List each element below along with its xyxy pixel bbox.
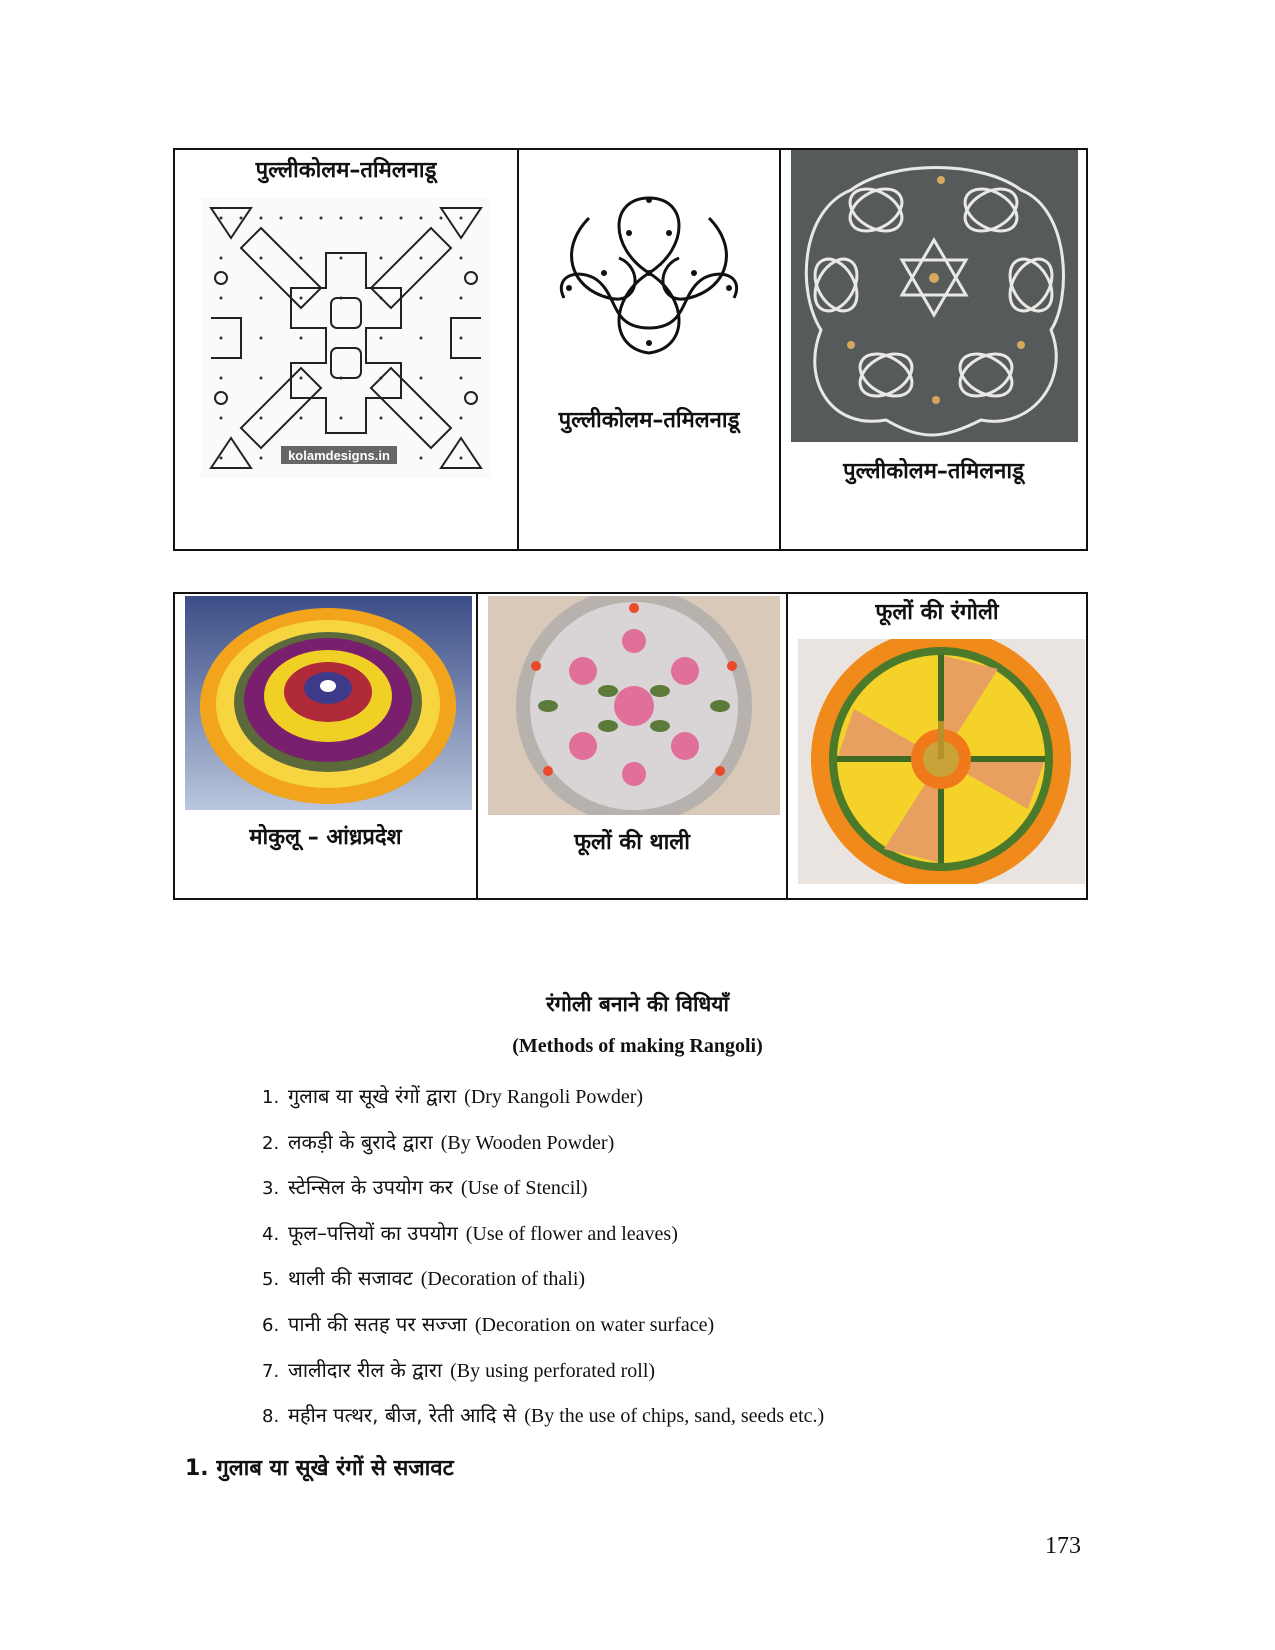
list-item: [262, 1310, 824, 1356]
method-english: (Dry Rangoli Powder): [464, 1086, 644, 1108]
caption-pulli-kolam-2: पुल्लीकोलम–तमिलनाडू: [558, 408, 740, 433]
caption-pulli-kolam-1: पुल्लीकोलम–तमिलनाडू: [255, 158, 437, 183]
list-item: [262, 1082, 824, 1128]
methods-subheading: (Methods of making Rangoli): [512, 1035, 763, 1057]
kolam-cell-3: [779, 150, 1086, 549]
method-number: 3.: [262, 1178, 280, 1200]
method-english: (By using perforated roll): [450, 1359, 656, 1382]
method-hindi: फूल–पत्तियों का उपयोग: [288, 1220, 458, 1245]
method-number: 6.: [262, 1314, 280, 1336]
method-hindi: जालीदार रील के द्वारा: [288, 1357, 443, 1382]
mokulu-cell: [175, 594, 476, 898]
thali-cell: [476, 594, 786, 898]
section-title: 1. गुलाब या सूखे रंगों से सजावट: [185, 1456, 454, 1481]
page-number: 173: [1045, 1533, 1081, 1559]
kolam-table: [173, 148, 1088, 551]
list-item: [262, 1173, 824, 1219]
kolam-watermark: kolamdesigns.in: [288, 448, 390, 463]
kolam-grid-image: [201, 198, 491, 478]
flower-rangoli-photo: [798, 639, 1085, 884]
flower-thali-photo: [488, 596, 780, 815]
method-hindi: गुलाब या सूखे रंगों द्वारा: [288, 1084, 457, 1108]
method-hindi: थाली की सजावट: [288, 1266, 413, 1291]
kolam-star-photo: [791, 150, 1078, 442]
methods-list: [262, 1082, 824, 1447]
caption-pulli-kolam-3: पुल्लीकोलम–तमिलनाडू: [843, 459, 1024, 484]
kolam-cell-2: [517, 150, 779, 549]
method-number: 7.: [262, 1360, 280, 1382]
method-english: (By the use of chips, sand, seeds etc.): [524, 1405, 825, 1428]
method-english: (By Wooden Powder): [440, 1131, 615, 1154]
list-item: [262, 1128, 824, 1174]
flower-rangoli-table: [173, 592, 1088, 900]
list-item: [262, 1219, 824, 1265]
flower-rangoli-cell: [786, 594, 1086, 898]
method-hindi: लकड़ी के बुरादे द्वारा: [288, 1129, 433, 1154]
method-number: 5.: [262, 1269, 280, 1291]
methods-heading: रंगोली बनाने की विधियाँ: [546, 992, 729, 1016]
method-hindi: महीन पत्थर, बीज, रेती आदि से: [288, 1403, 517, 1428]
caption-mokulu: मोकुलू – आंध्रप्रदेश: [249, 825, 402, 850]
method-english: (Use of flower and leaves): [465, 1222, 678, 1245]
caption-flower-rangoli: फूलों की रंगोली: [875, 600, 999, 625]
method-english: (Decoration of thali): [420, 1268, 586, 1291]
method-english: (Use of Stencil): [460, 1177, 588, 1200]
method-hindi: पानी की सतह पर सज्जा: [288, 1311, 467, 1336]
list-item: [262, 1356, 824, 1402]
method-hindi: स्टेन्सिल के उपयोग कर: [288, 1175, 453, 1200]
kolam-loop-image: [549, 178, 749, 378]
list-item: [262, 1401, 824, 1447]
method-number: 4.: [262, 1223, 280, 1245]
method-english: (Decoration on water surface): [474, 1313, 715, 1336]
method-number: 8.: [262, 1406, 280, 1428]
method-number: 1.: [262, 1087, 280, 1108]
kolam-cell-1: [175, 150, 517, 549]
caption-flower-thali: फूलों की थाली: [574, 830, 690, 855]
mokulu-photo: [185, 596, 472, 810]
list-item: [262, 1264, 824, 1310]
method-number: 2.: [262, 1132, 280, 1154]
